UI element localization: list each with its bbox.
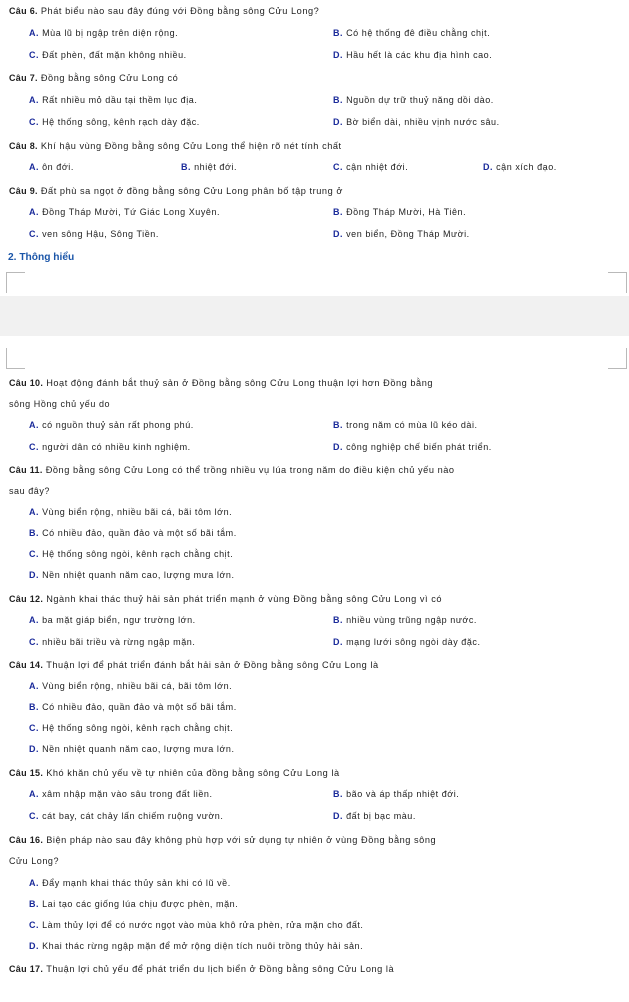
option-d: D. Nền nhiệt quanh năm cao, lượng mưa lớn. xyxy=(29,570,235,580)
option-a: A. Rất nhiều mỏ dầu tại thềm lục địa. xyxy=(29,95,198,105)
option-b: B. Đồng Tháp Mười, Hà Tiên. xyxy=(333,207,467,217)
option-c: C. Hệ thống sông ngòi, kênh rạch chằng chịt. xyxy=(29,549,234,559)
question-number: Câu 12. xyxy=(9,594,44,604)
corner-mark xyxy=(6,348,25,369)
question-text: Đồng bằng sông Cửu Long có xyxy=(40,73,179,83)
section-title: 2. Thông hiểu xyxy=(8,252,75,263)
option-b: B. nhiệt đới. xyxy=(181,162,238,172)
question-12 xyxy=(9,588,621,610)
corner-mark xyxy=(608,272,627,293)
option-a: A. Mùa lũ bị ngập trên diện rộng. xyxy=(29,28,179,38)
question-16 xyxy=(9,829,621,851)
option-c: C. Đất phèn, đất mặn không nhiều. xyxy=(29,50,187,60)
question-17 xyxy=(9,958,621,980)
question-number: Câu 16. xyxy=(9,835,44,845)
question-11 xyxy=(9,459,621,481)
question-number: Câu 10. xyxy=(9,378,44,388)
option-d: D. Bờ biển dài, nhiều vịnh nước sâu. xyxy=(333,117,500,127)
question-text: Đồng bằng sông Cửu Long có thể trồng nhiều vụ lúa trong năm do điều kiện chủ yếu nào xyxy=(45,465,455,475)
option-d: D. Nền nhiệt quanh năm cao, lượng mưa lớn. xyxy=(29,744,235,754)
option-a: A. xâm nhập mặn vào sâu trong đất liền. xyxy=(29,789,213,799)
option-c: C. Hệ thống sông ngòi, kênh rạch chằng chịt. xyxy=(29,723,234,733)
separator-band xyxy=(0,296,629,336)
option-a: A. Vùng biển rộng, nhiều bãi cá, bãi tôm lớn. xyxy=(29,507,233,517)
option-c: C. cát bay, cát chảy lấn chiếm ruộng vườn. xyxy=(29,811,224,821)
option-b: B. trong năm có mùa lũ kéo dài. xyxy=(333,420,478,430)
question-number: Câu 9. xyxy=(9,186,38,196)
option-a: A. ba mặt giáp biển, ngư trường lớn. xyxy=(29,615,196,625)
corner-mark xyxy=(608,348,627,369)
option-a: A. Đồng Tháp Mười, Tứ Giác Long Xuyên. xyxy=(29,207,221,217)
question-number: Câu 11. xyxy=(9,465,43,475)
question-text-continued: sông Hồng chủ yếu do xyxy=(9,399,111,409)
question-number: Câu 6. xyxy=(9,6,38,16)
question-9 xyxy=(9,180,621,202)
question-number: Câu 15. xyxy=(9,768,44,778)
option-d: D. cận xích đạo. xyxy=(483,162,557,172)
question-7 xyxy=(9,67,621,89)
option-b: B. Có nhiều đảo, quần đảo và một số bãi tắm. xyxy=(29,528,237,538)
option-a: A. ôn đới. xyxy=(29,162,74,172)
option-b: B. Có hệ thống đê điều chằng chịt. xyxy=(333,28,491,38)
question-text: Khí hậu vùng Đồng bằng sông Cửu Long thể hiện rõ nét tính chất xyxy=(40,141,342,151)
question-text: Thuận lợi để phát triển đánh bắt hải sản ở Đồng bằng sông Cửu Long là xyxy=(46,660,379,670)
question-number: Câu 7. xyxy=(9,73,38,83)
option-b: B. Lai tạo các giống lúa chịu được phèn, mặn. xyxy=(29,899,239,909)
corner-mark xyxy=(6,272,25,293)
option-b: B. bão và áp thấp nhiệt đới. xyxy=(333,789,460,799)
option-d: D. mạng lưới sông ngòi dày đặc. xyxy=(333,637,481,647)
question-text: Biện pháp nào sau đây không phù hợp với sử dụng tự nhiên ở vùng Đồng bằng sông xyxy=(46,835,437,845)
question-14 xyxy=(9,654,621,676)
question-text: Khó khăn chủ yếu về tự nhiên của đồng bằng sông Cửu Long là xyxy=(46,768,340,778)
option-c: C. cận nhiệt đới. xyxy=(333,162,409,172)
option-c: C. nhiều bãi triều và rừng ngập mặn. xyxy=(29,637,196,647)
question-text: Ngành khai thác thuỷ hải sản phát triển mạnh ở vùng Đồng bằng sông Cửu Long vì có xyxy=(46,594,443,604)
question-text-continued: sau đây? xyxy=(9,486,50,496)
question-text: Đất phù sa ngọt ở đồng bằng sông Cửu Long phân bố tập trung ở xyxy=(40,186,343,196)
option-a: A. Đẩy mạnh khai thác thủy sản khi có lũ về. xyxy=(29,878,231,888)
option-d: D. công nghiệp chế biến phát triển. xyxy=(333,442,492,452)
question-number: Câu 17. xyxy=(9,964,44,974)
option-b: B. Có nhiều đảo, quần đảo và một số bãi tắm. xyxy=(29,702,237,712)
question-text: Thuận lợi chủ yếu để phát triển du lịch biển ở Đồng bằng sông Cửu Long là xyxy=(46,964,395,974)
option-d: D. Hầu hết là các khu địa hình cao. xyxy=(333,50,493,60)
option-d: D. đất bị bạc màu. xyxy=(333,811,416,821)
question-number: Câu 14. xyxy=(9,660,44,670)
option-b: B. Nguồn dự trữ thuỷ năng dồi dào. xyxy=(333,95,494,105)
question-number: Câu 8. xyxy=(9,141,38,151)
option-b: B. nhiều vùng trũng ngập nước. xyxy=(333,615,477,625)
option-c: C. Hệ thống sông, kênh rạch dày đặc. xyxy=(29,117,200,127)
option-c: C. Làm thủy lợi để có nước ngọt vào mùa khô rửa phèn, rửa mặn cho đất. xyxy=(29,920,364,930)
question-text: Phát biểu nào sau đây đúng với Đồng bằng sông Cửu Long? xyxy=(40,6,320,16)
option-c: C. ven sông Hậu, Sông Tiền. xyxy=(29,229,159,239)
option-c: C. người dân có nhiều kinh nghiệm. xyxy=(29,442,191,452)
question-text-continued: Cửu Long? xyxy=(9,856,60,866)
question-10 xyxy=(9,372,621,394)
option-a: A. Vùng biển rộng, nhiều bãi cá, bãi tôm lớn. xyxy=(29,681,233,691)
question-15 xyxy=(9,762,621,784)
question-text: Hoạt động đánh bắt thuỷ sản ở Đồng bằng sông Cửu Long thuận lợi hơn Đồng bằng xyxy=(46,378,434,388)
option-d: D. Khai thác rừng ngập mặn để mở rộng diện tích nuôi trồng thủy hải sản. xyxy=(29,941,364,951)
option-d: D. ven biển, Đồng Tháp Mười. xyxy=(333,229,470,239)
option-a: A. có nguồn thuỷ sản rất phong phú. xyxy=(29,420,194,430)
question-6 xyxy=(9,0,621,22)
question-8 xyxy=(9,135,621,157)
